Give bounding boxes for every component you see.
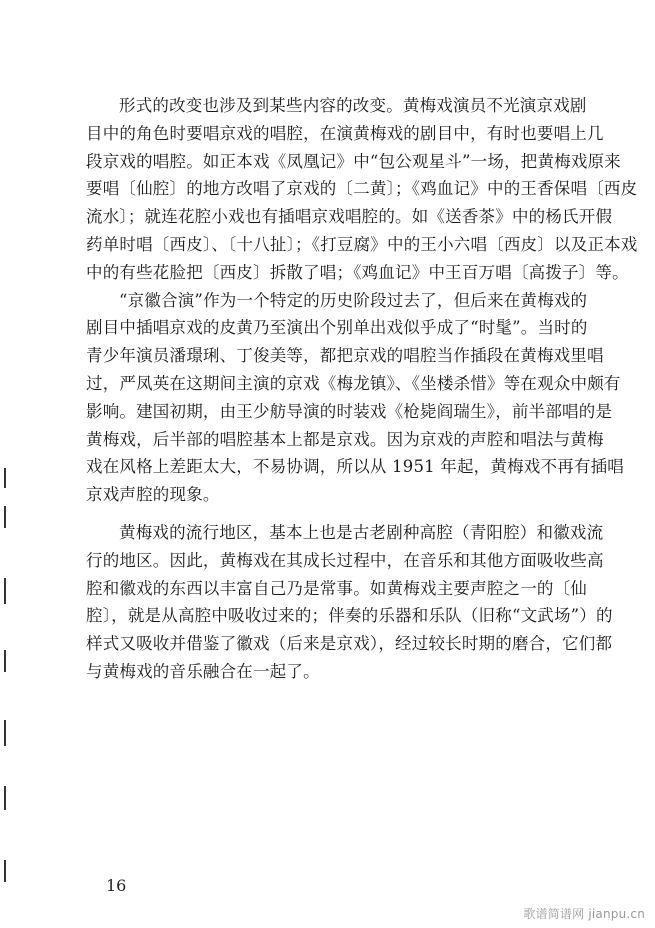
margin-mark <box>4 720 6 746</box>
margin-mark <box>4 786 6 810</box>
text-line: 过，严凤英在这期间主演的京戏《梅龙镇》、《坐楼杀惜》等在观众中颇有 <box>86 373 621 393</box>
text-line: 黄梅戏的流行地区，基本上也是古老剧种高腔（青阳腔）和徽戏流 <box>119 522 604 542</box>
text-line: 中的有些花脸把〔西皮〕拆散了唱；《鸡血记》中王百万唱〔高拨子〕等。 <box>86 262 629 282</box>
text-line: 样式又吸收并借鉴了徽戏（后来是京戏），经过较长时期的磨合，它们都 <box>86 634 613 654</box>
text-line: 剧目中插唱京戏的皮黄乃至演出个别单出戏似乎成了“时髦”。当时的 <box>86 318 588 338</box>
text-line: 行的地区。因此，黄梅戏在其成长过程中，在音乐和其他方面吸收些高 <box>86 550 604 570</box>
body-text <box>86 92 638 686</box>
text-line: 京戏声腔的现象。 <box>86 485 220 505</box>
text-line: 药单时唱〔西皮〕、〔十八扯〕；《打豆腐》中的王小六唱〔西皮〕以及正本戏 <box>86 234 638 254</box>
margin-mark <box>4 468 6 488</box>
margin-mark <box>4 860 6 882</box>
text-line: 要唱〔仙腔〕的地方改唱了京戏的〔二黄〕；《鸡血记》中的王香保唱〔西皮 <box>86 179 638 199</box>
text-line: 与黄梅戏的音乐融合在一起了。 <box>86 661 320 681</box>
text-line: 段京戏的唱腔。如正本戏《凤凰记》中“包公观星斗”一场，把黄梅戏原来 <box>86 151 621 171</box>
text-line: 青少年演员潘璟琍、丁俊美等，都把京戏的唱腔当作插段在黄梅戏里唱 <box>86 346 604 366</box>
paragraph-2 <box>86 287 632 509</box>
scan-margin-marks <box>4 468 7 908</box>
site-watermark: 歌谱简谱网 jianpu.cn <box>523 907 645 921</box>
text-line: 目中的角色时要唱京戏的唱腔，在演黄梅戏的剧目中，有时也要唱上几 <box>86 123 604 143</box>
text-line: 腔和徽戏的东西以丰富自己乃是常事。如黄梅戏主要声腔之一的〔仙 <box>86 578 587 598</box>
margin-mark <box>4 650 6 672</box>
text-line: 影响。建国初期，由王少舫导演的时装戏《枪毙阎瑞生》，前半部唱的是 <box>86 401 613 421</box>
text-line: 形式的改变也涉及到某些内容的改变。黄梅戏演员不光演京戏剧 <box>119 96 587 115</box>
text-line: 腔〕，就是从高腔中吸收过来的；伴奏的乐器和乐队（旧称“文武场”）的 <box>86 606 613 626</box>
page-number: 16 <box>106 876 127 895</box>
paragraph-1 <box>86 92 638 287</box>
text-line: 黄梅戏，后半部的唱腔基本上都是京戏。因为京戏的声腔和唱法与黄梅 <box>86 429 604 449</box>
text-line: 戏在风格上差距太大，不易协调，所以从 1951 年起，黄梅戏不再有插唱 <box>86 457 624 477</box>
text-line: “京徽合演”作为一个特定的历史阶段过去了，但后来在黄梅戏的 <box>119 290 588 310</box>
paragraph-3 <box>86 519 632 686</box>
text-line: 流水〕；就连花腔小戏也有插唱京戏唱腔的。如《送香茶》中的杨氏开假 <box>86 207 613 227</box>
margin-mark <box>4 506 6 528</box>
margin-mark <box>4 578 6 604</box>
